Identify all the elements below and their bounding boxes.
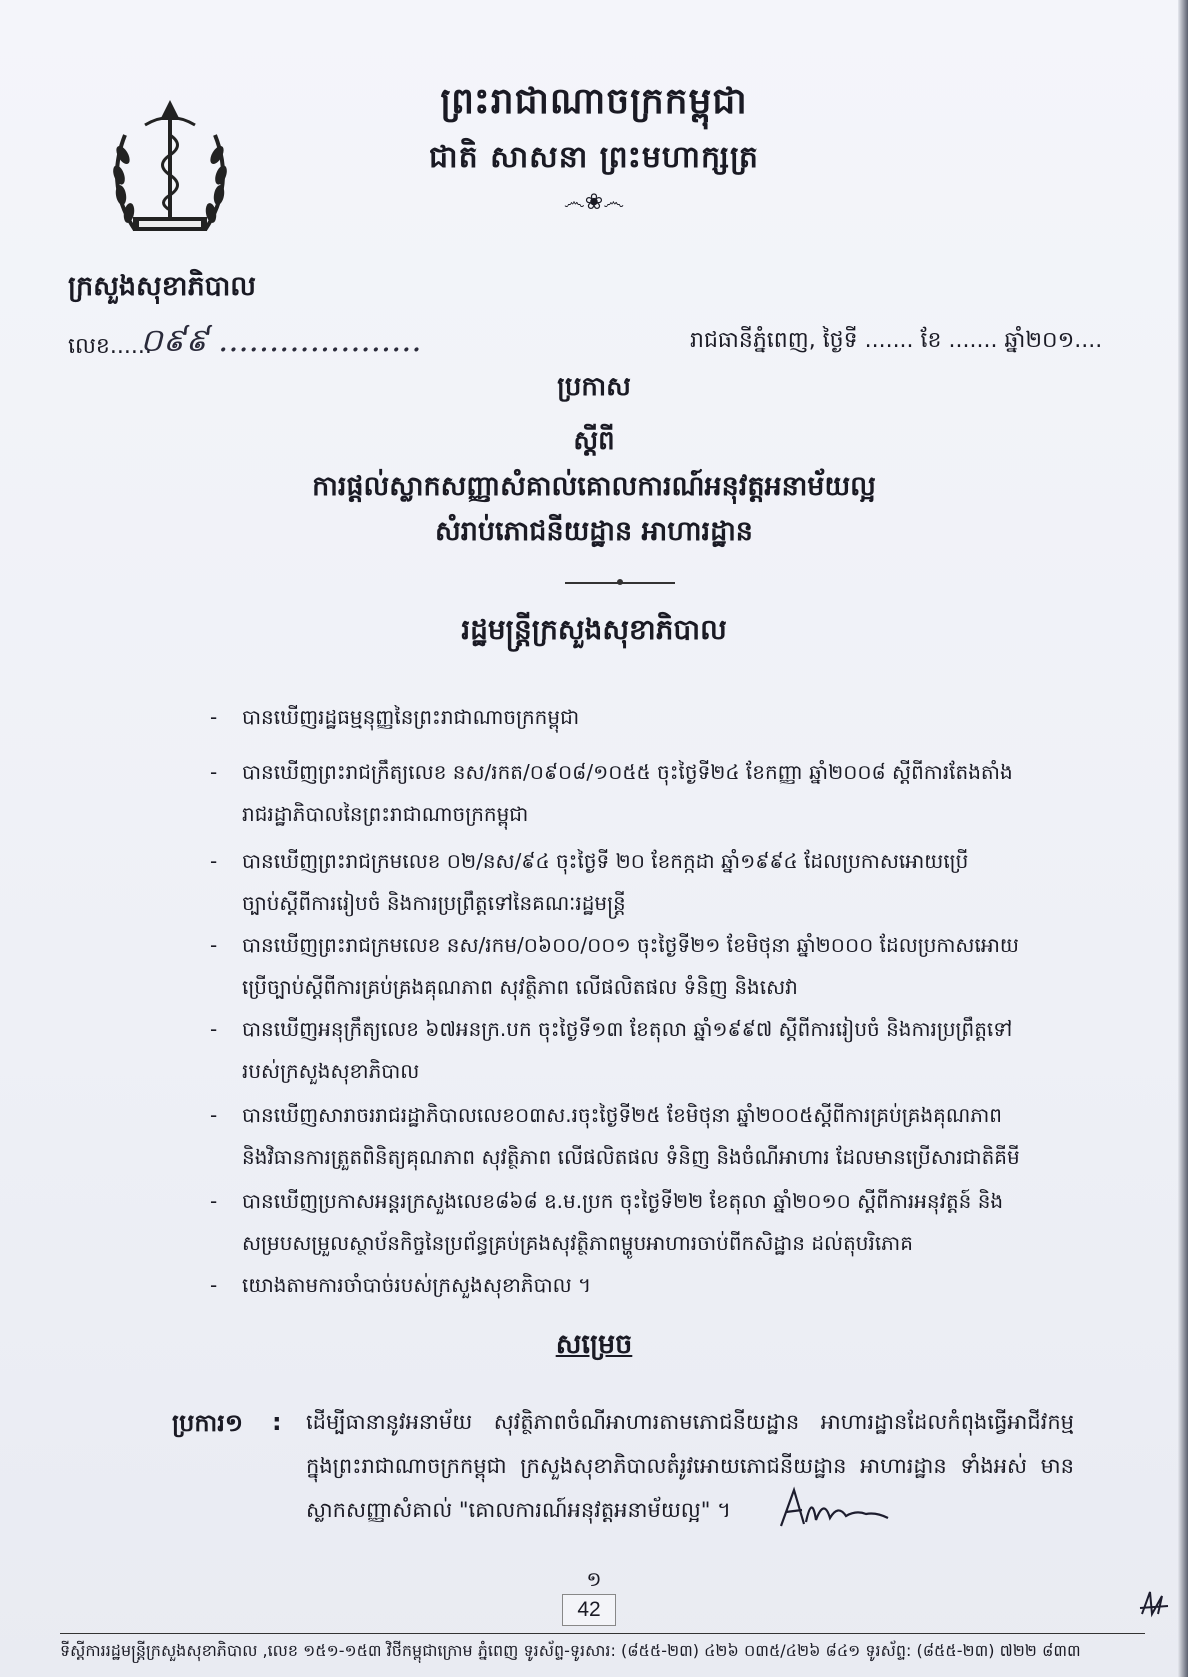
header-ornament: ෴❀෴: [563, 190, 625, 215]
date-line: រាជធានីភ្នំពេញ, ថ្ងៃទី ....... ខែ ....... ឆ្នាំ២០១....: [690, 328, 1103, 353]
article-1-label: ប្រការ១: [172, 1409, 244, 1437]
reference-number-handwritten: ០៩៩ ....................: [140, 321, 422, 359]
footer-divider: [60, 1633, 1145, 1634]
national-motto: ជាតិ សាសនា ព្រះមហាក្សត្រ: [429, 140, 759, 175]
title-subject-cont: សំរាប់ភោជនីយដ្ឋាន អាហារដ្ឋាន: [435, 516, 753, 547]
margin-initials-icon: [1138, 1588, 1170, 1618]
divider-ornament-icon: [615, 577, 625, 587]
page-number: ១: [586, 1567, 602, 1591]
article-1-colon: :: [272, 1408, 282, 1436]
article-1-text: ដើម្បីធានានូវអនាម័យ សុវត្ថិភាពចំណីអាហារតាមភោជនីយដ្ឋាន អាហារដ្ឋានដែលកំពុងធ្វើអាជីវកម្ម ក្នុងព្រះរាជាណាចក្រកម្ពុជា ក្រសួងសុខាភិបាលតំរូវអោយភោជនីយដ្ឋាន អាហារដ្ឋាន ទាំងអស់ មានស្លាកសញ្ញាសំគាល់ "គោលការណ៍អនុវត្តអនាម័យល្អ" ។: [306, 1410, 1074, 1522]
ministry-name: ក្រសួងសុខាភិបាល: [68, 271, 256, 302]
reference-number-label: លេខ......: [68, 334, 152, 359]
title-subject: ការផ្ដល់ស្លាកសញ្ញាសំគាល់គោលការណ៍អនុវត្តអនាម័យល្អ: [312, 471, 876, 502]
footer-address: ទីស្តីការរដ្ឋមន្ត្រីក្រសួងសុខាភិបាល ,លេខ ១៥១-១៥៣ វិថីកម្ពុជាក្រោម ភ្នំពេញ ទូរស័ព្ទ-ទូរសារ: (៨៥៥-២៣) ៤២៦ ០៣៥/៤២៦ ៨៤១ ទូរស័ព្ទ: (៨៥៥-២៣) ៧២២ ៨៣៣: [60, 1641, 1081, 1660]
minister-title: រដ្ឋមន្ត្រីក្រសួងសុខាភិបាល: [461, 613, 727, 646]
document-page: ព្រះរាជាណាចក្រកម្ពុជា ជាតិ សាសនា ព្រះមហាក្សត្រ ෴❀෴ ក្រសួងសុខាភិបាល លេខ...... ០៩៩ .................... រាជធានីភ្នំពេញ, ថ្ងៃទី ....... ខែ ....... ឆ្នាំ២០១.... ប្រកាស ស្ដីពី ការផ្ដល់ស្លាកសញ្ញាសំគាល់គោលការណ៍អនុវត្តអនាម័យល្អ សំរាប់ភោជនីយដ្ឋាន អាហារដ្ឋាន រដ្ឋមន្ត្រីក្រសួងសុខាភិបាល - បានឃើញរដ្ឋធម្មនុញ្ញនៃព្រះរាជាណាចក្រកម្ពុជា - បានឃើញព្រះរាជក្រឹត្យលេខ នស/រកត/០៩០៨/១០៥៥ ចុះថ្ងៃទី២៤ ខែកញ្ញា ឆ្នាំ២០០៨ ស្តីពីការតែងតាំង រាជរដ្ឋាភិបាលនៃព្រះរាជាណាចក្រកម្ពុជា - បានឃើញព្រះរាជក្រមលេខ ០២/នស/៩៤ ចុះថ្ងៃទី ២០ ខែកក្កដា ឆ្នាំ១៩៩៤ ដែលប្រកាសអោយប្រើ ច្បាប់ស្តីពីការរៀបចំ និងការប្រព្រឹត្តទៅនៃគណៈរដ្ឋមន្ត្រី - បានឃើញព្រះរាជក្រមលេខ នស/រកម/០៦០០/០០១ ចុះថ្ងៃទី២១ ខែមិថុនា ឆ្នាំ២០០០ ដែលប្រកាសអោយ ប្រើច្បាប់ស្តីពីការគ្រប់គ្រងគុណភាព សុវត្ថិភាព លើផលិតផល ទំនិញ និងសេវា - បានឃើញអនុក្រឹត្យលេខ ៦៧អនក្រ.បក ចុះថ្ងៃទី១៣ ខែតុលា ឆ្នាំ១៩៩៧ ស្តីពីការរៀបចំ និងការប្រព្រឹត្តទៅ របស់ក្រសួងសុខាភិបាល - បានឃើញសារាចររាជរដ្ឋាភិបាលលេខ០៣ស.រចុះថ្ងៃទី២៥ ខែមិថុនា ឆ្នាំ២០០៥ស្តីពីការគ្រប់គ្រងគុណភាព និងវិធានការត្រួតពិនិត្យគុណភាព សុវត្ថិភាព លើផលិតផល ទំនិញ និងចំណីអាហារ ដែលមានប្រើសារជាតិគីមី - បានឃើញប្រកាសអន្តរក្រសួងលេខ៨៦៨ ឧ.ម.ប្រក ចុះថ្ងៃទី២២ ខែតុលា ឆ្នាំ២០១០ ស្តីពីការអនុវត្តន៍ និង សម្របសម្រួលស្ថាប័នកិច្ចនៃប្រព័ន្ធគ្រប់គ្រងសុវត្ថិភាពម្ហូបអាហារចាប់ពីកសិដ្ឋាន ដល់តុបរិភោគ - យោងតាមការចាំបាច់របស់ក្រសួងសុខាភិបាល ។ សម្រេច ប្រការ១ : ដើម្បីធានានូវអនាម័យ សុវត្ថិភាពចំណីអាហារតាមភោជនីយដ្ឋាន អាហារដ្ឋានដែលកំពុងធ្វើអាជីវកម្ម ក្នុងព្រះរាជាណាចក្រកម្ពុជា ក្រសួងសុខាភិបាលតំរូវអោយភោជនីយដ្ឋាន អាហារដ្ឋាន ទាំងអស់ មានស្លាកសញ្ញាសំគាល់ "គោលការណ៍អនុវត្តអនាម័យល្អ" ។ ១ 42 ទីស្តីការរដ្ឋមន្ត្រីក្រសួងសុខាភិបាល ,លេខ ១៥១-១៥៣ វិថីកម្ពុជាក្រោម ភ្នំពេញ ទូរស័ព្ទ-ទូរសារ: (៨៥៥-២៣) ៤២៦ ០៣៥/៤២៦ ៨៤១ ទូរស័ព្ទ: (៨៥៥-២៣) ៧២២ ៨៣៣: [0, 0, 1188, 1677]
scan-edge-shadow: [1178, 0, 1188, 1677]
title-prakas: ប្រកាស: [557, 372, 631, 402]
signature-initials-icon: [776, 1484, 896, 1534]
decision-heading: សម្រេច: [555, 1329, 633, 1360]
stamp-number: 42: [562, 1594, 616, 1626]
kingdom-header: ព្រះរាជាណាចក្រកម្ពុជា: [440, 81, 748, 122]
title-about: ស្ដីពី: [573, 426, 615, 456]
